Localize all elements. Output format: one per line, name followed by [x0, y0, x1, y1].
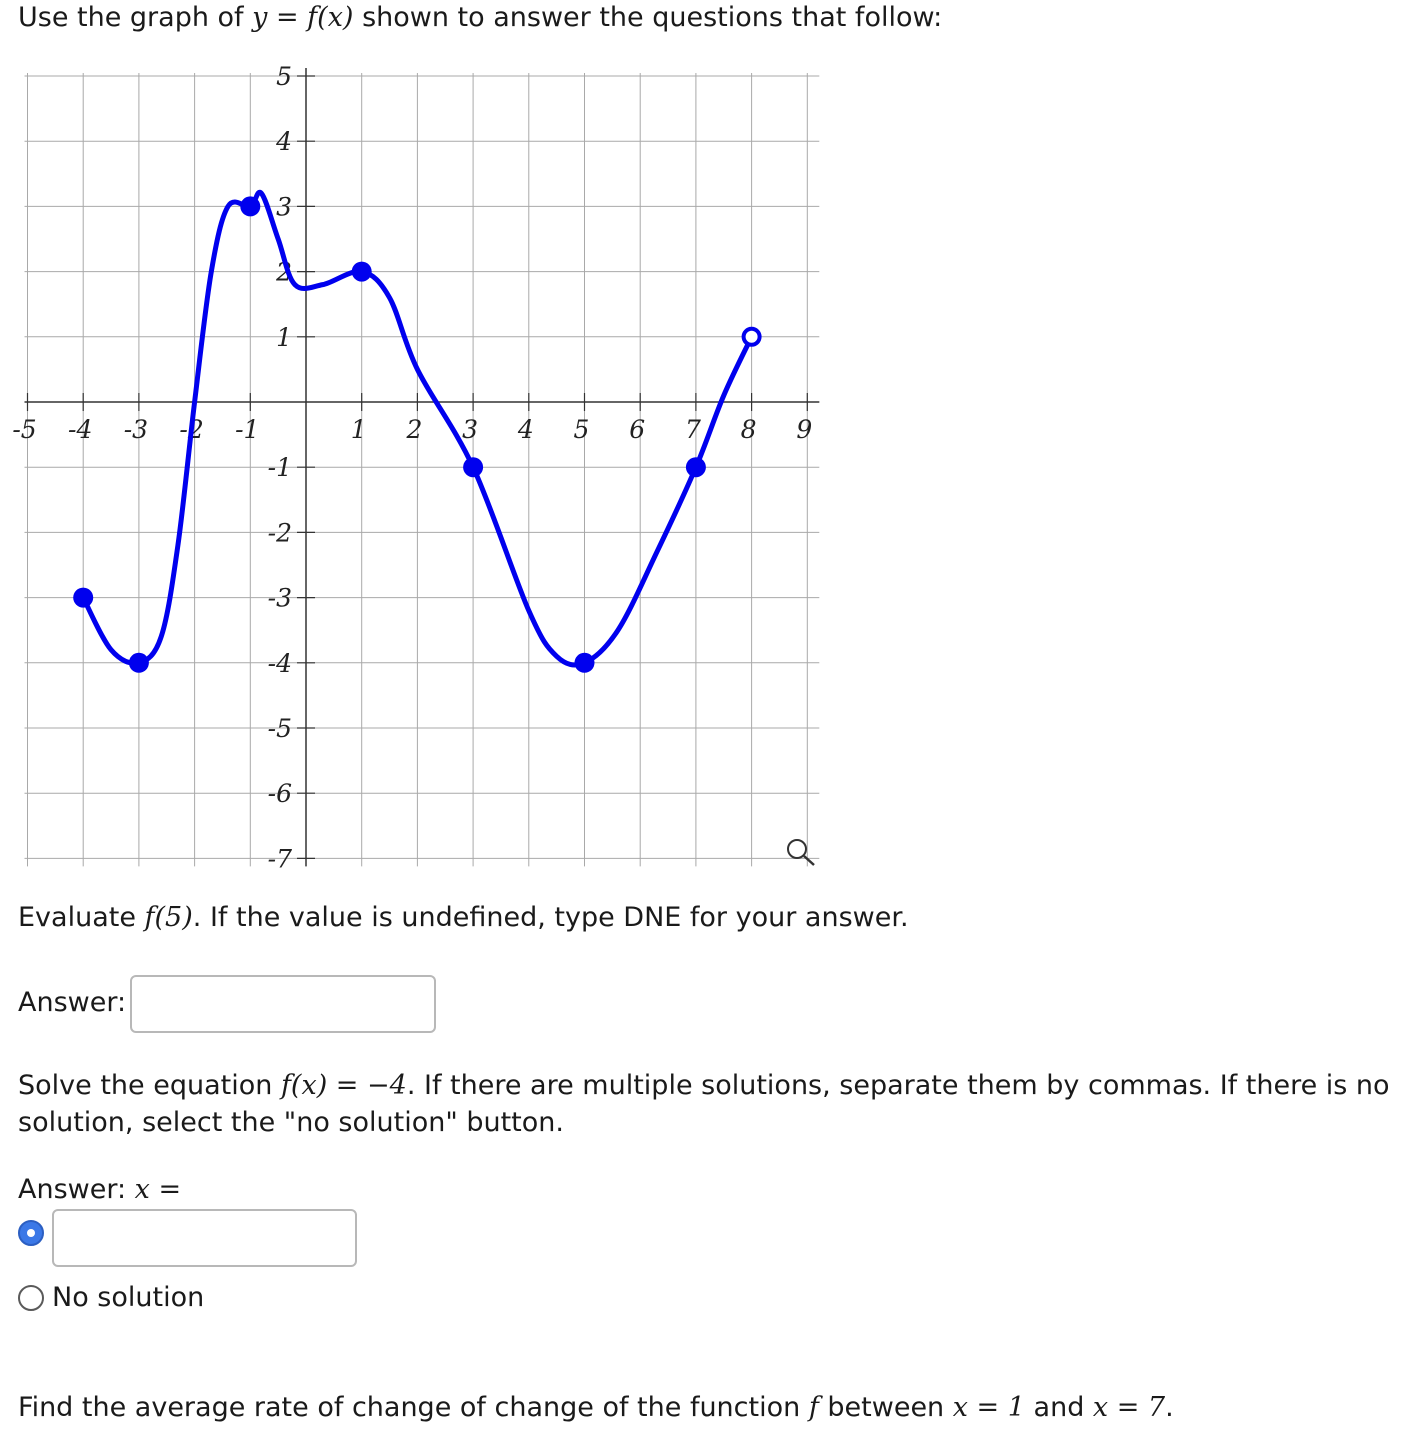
q3-pre: Find the average rate of change of change of the function — [18, 1392, 809, 1423]
intro-post: shown to answer the questions that follow: — [353, 2, 943, 33]
x-tick-label: 4 — [517, 415, 534, 444]
q2-answer-label-text: Answer: — [18, 1174, 135, 1205]
q1-answer-label: Answer: — [18, 987, 127, 1018]
x-tick-label: -1 — [235, 415, 260, 444]
q2-pre: Solve the equation — [18, 1070, 281, 1101]
closed-point — [73, 588, 93, 608]
y-tick-label: -7 — [267, 844, 292, 874]
closed-point — [463, 457, 483, 477]
x-tick-label: -5 — [12, 415, 37, 444]
q2-answer-input[interactable] — [52, 1209, 357, 1267]
y-tick-label: 5 — [276, 62, 292, 91]
no-solution-label[interactable]: No solution — [52, 1282, 205, 1313]
q2-answer-label — [18, 1172, 181, 1208]
y-tick-label: -5 — [267, 714, 292, 743]
q2-text-line2: solution, select the "no solution" button. — [18, 1107, 564, 1138]
function-graph — [0, 60, 840, 880]
q1-answer-input[interactable] — [130, 975, 436, 1033]
y-tick-label: 2 — [276, 257, 292, 287]
x-tick-label: 9 — [796, 415, 813, 444]
q1-post: . If the value is undefined, type DNE for your answer. — [192, 902, 909, 933]
closed-point — [575, 653, 595, 673]
q1-pre: Evaluate — [18, 902, 145, 933]
y-tick-label: -4 — [267, 648, 292, 678]
q2-math: f(x) = −4 — [280, 1070, 407, 1101]
q3-x2: x = 7 — [1092, 1392, 1166, 1423]
no-solution-radio[interactable] — [18, 1285, 44, 1311]
y-tick-label: -3 — [267, 583, 292, 613]
x-tick-label: 7 — [684, 415, 701, 444]
q2-text-line1 — [18, 1068, 1390, 1104]
y-tick-label: -2 — [267, 518, 292, 548]
q3-text — [18, 1390, 1174, 1426]
closed-point — [352, 262, 372, 282]
x-tick-label: 8 — [740, 415, 757, 444]
x-tick-label: 2 — [406, 415, 423, 444]
y-tick-label: 1 — [276, 322, 292, 352]
x-tick-label: 5 — [573, 415, 590, 444]
closed-point — [240, 196, 260, 216]
q3-fn: f — [808, 1392, 819, 1423]
x-tick-label: 3 — [462, 415, 479, 444]
q2-answer-math: x = — [134, 1174, 182, 1205]
closed-point — [129, 653, 149, 673]
intro-text — [18, 0, 942, 36]
intro-math: y = f(x) — [252, 2, 354, 33]
q1-text — [18, 900, 909, 936]
y-tick-label: -1 — [267, 453, 292, 483]
x-tick-label: 6 — [629, 415, 646, 444]
intro-pre: Use the graph of — [18, 2, 253, 33]
x-tick-label: 1 — [350, 415, 367, 444]
q3-x1: x = 1 — [952, 1392, 1025, 1423]
q3-end: . — [1165, 1392, 1174, 1423]
x-tick-label: -2 — [179, 415, 204, 444]
q2-post: . If there are multiple solutions, separate them by commas. If there is no — [406, 1070, 1390, 1101]
y-tick-label: 3 — [276, 192, 292, 222]
x-tick-label: -3 — [123, 415, 149, 444]
open-point — [744, 329, 760, 345]
x-tick-label: -4 — [68, 415, 93, 444]
closed-point — [686, 457, 706, 477]
magnifier-icon[interactable] — [788, 840, 814, 865]
q1-math: f(5) — [144, 902, 193, 933]
y-tick-label: -6 — [267, 779, 292, 809]
q3-mid1: between — [818, 1392, 953, 1423]
q3-mid2: and — [1024, 1392, 1093, 1423]
y-tick-label: 4 — [276, 127, 292, 157]
solution-radio[interactable] — [18, 1220, 44, 1246]
